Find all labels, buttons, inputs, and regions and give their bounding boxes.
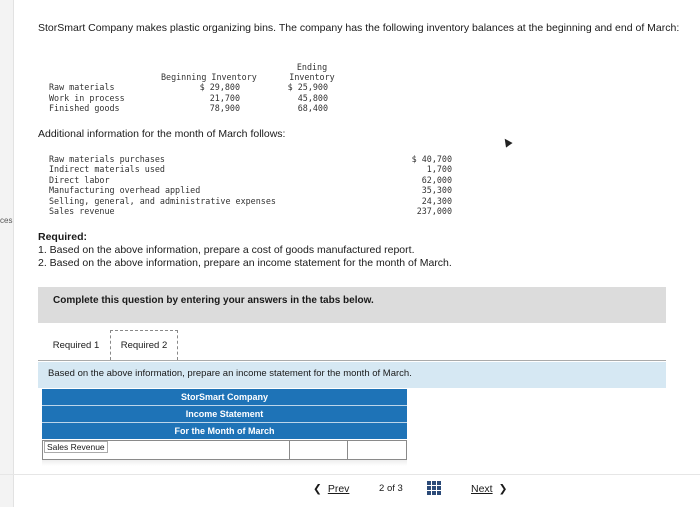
sidebar-fragment-text: ces [0, 216, 13, 225]
sales-revenue-label[interactable]: Sales Revenue [44, 441, 108, 453]
inv-row-beginning: 21,700 [209, 93, 240, 103]
next-label: Next [471, 483, 493, 495]
addl-item-value: $ 40,700 [411, 154, 452, 164]
tab-required-1[interactable]: Required 1 [48, 330, 104, 360]
chevron-right-icon: ❯ [498, 483, 508, 495]
addl-item-label: Sales revenue [49, 206, 115, 216]
inv-row-beginning: 78,900 [209, 103, 240, 113]
header-ending-line2: Inventory [289, 72, 335, 82]
statement-company: StorSmart Company [180, 392, 269, 402]
page-total: 3 [397, 483, 403, 494]
grid-icon[interactable] [427, 481, 441, 495]
statement-period: For the Month of March [174, 426, 275, 436]
page-of: of [386, 483, 395, 494]
addl-item-value: 62,000 [421, 175, 452, 185]
addl-item-label: Indirect materials used [49, 164, 165, 174]
inv-row-label: Raw materials [49, 82, 115, 92]
scroll-cutoff [42, 460, 407, 466]
inv-row-label: Work in process [49, 93, 125, 103]
required-heading: Required: [38, 231, 88, 243]
inv-row-ending: 45,800 [297, 93, 328, 103]
inv-row-label: Finished goods [49, 103, 120, 113]
required-item: 1. Based on the above information, prepare a cost of goods manufactured report. [38, 244, 415, 256]
nav-divider [0, 474, 700, 475]
statement-title: Income Statement [185, 409, 264, 419]
problem-intro: StorSmart Company makes plastic organizing bins. The company has the following inventory balances at the beginning and end of March: [38, 22, 680, 34]
tab-required-2[interactable]: Required 2 [110, 330, 178, 360]
statement-header-divider [42, 422, 407, 423]
addl-item-value: 237,000 [416, 206, 452, 216]
inv-row-ending: 68,400 [297, 103, 328, 113]
prev-button[interactable] [313, 482, 349, 496]
header-beginning: Beginning Inventory [161, 72, 257, 82]
addl-item-value: 24,300 [421, 196, 452, 206]
next-button[interactable] [471, 482, 507, 496]
amount-input-cell[interactable] [289, 440, 347, 460]
addl-item-label: Manufacturing overhead applied [49, 185, 201, 195]
sidebar-edge [0, 0, 14, 507]
page-indicator [379, 483, 403, 494]
addl-item-value: 1,700 [426, 164, 452, 174]
prev-label: Prev [327, 483, 350, 495]
tab-divider [38, 360, 666, 361]
page-current: 2 [379, 483, 385, 494]
addl-item-value: 35,300 [421, 185, 452, 195]
additional-info-label: Additional information for the month of March follows: [38, 128, 286, 140]
chevron-left-icon: ❮ [313, 483, 322, 495]
total-input-cell[interactable] [347, 440, 407, 460]
instruction-panel-text: Complete this question by entering your answers in the tabs below. [53, 295, 374, 306]
tab-instruction-text: Based on the above information, prepare an income statement for the month of March. [48, 368, 412, 379]
mouse-cursor-icon [501, 136, 512, 147]
addl-item-label: Selling, general, and administrative expenses [49, 196, 276, 206]
addl-item-label: Direct labor [49, 175, 110, 185]
addl-item-label: Raw materials purchases [49, 154, 165, 164]
inv-row-beginning: $ 29,800 [199, 82, 240, 92]
header-ending-line1: Ending [296, 62, 328, 72]
required-item: 2. Based on the above information, prepare an income statement for the month of March. [38, 257, 452, 269]
inv-row-ending: $ 25,900 [287, 82, 328, 92]
statement-header-divider [42, 405, 407, 406]
